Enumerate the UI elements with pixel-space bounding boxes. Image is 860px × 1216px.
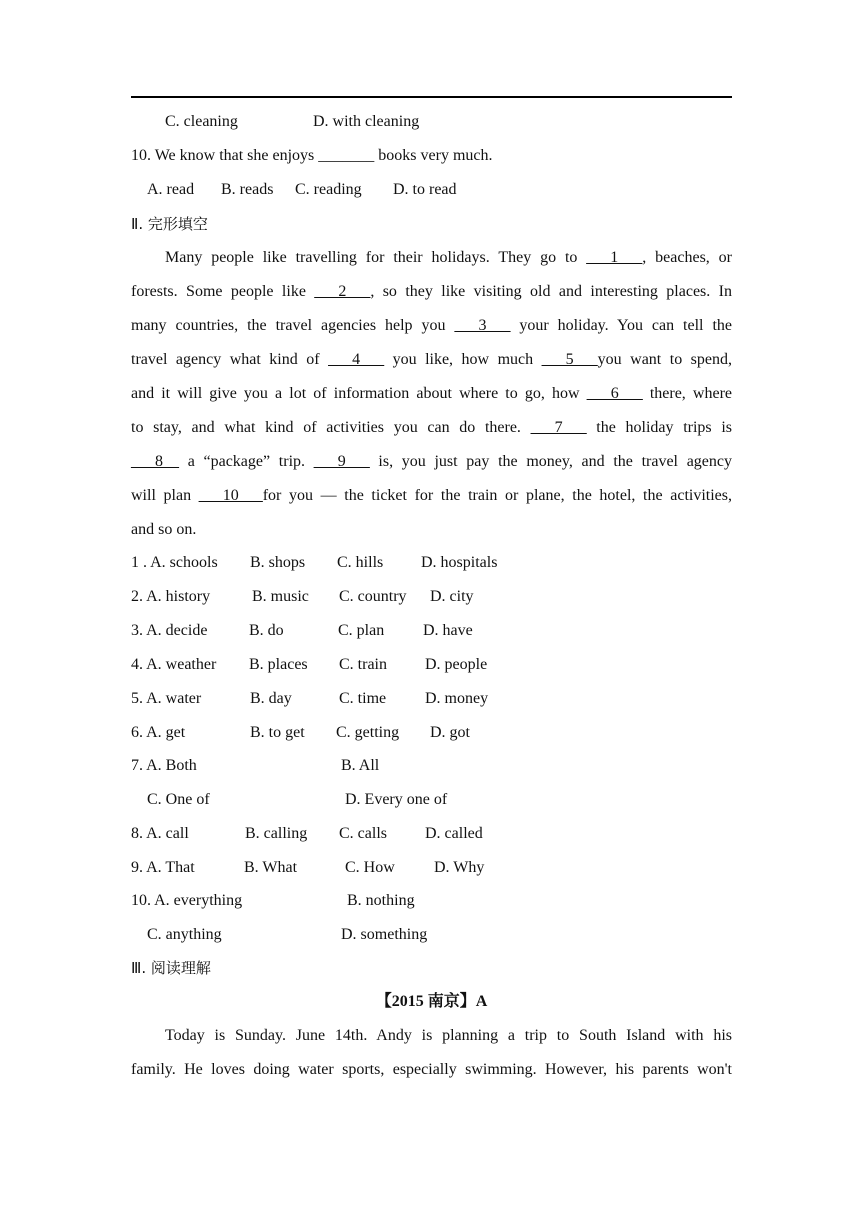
top-rule — [131, 96, 732, 98]
opt-3-c: C. plan — [338, 622, 385, 639]
q10-option-d: D. to read — [393, 181, 457, 198]
reading-line-2: family. He loves doing water sports, especially swimming. However, his parents won't — [131, 1061, 732, 1078]
opt-5-d: D. money — [425, 690, 489, 707]
opt-4-c: C. train — [339, 656, 387, 673]
passage-line-4: travel agency what kind of ___4___ you like, how much ___5___you want to spend, — [131, 351, 733, 368]
opt-6-d: D. got — [430, 724, 470, 741]
opt-6-a: 6. A. get — [131, 724, 186, 741]
passage-line-7: ___8__ a “package” trip. ___9___ is, you just pay the money, and the travel agency — [131, 453, 732, 470]
option-d: D. with cleaning — [313, 113, 420, 130]
opt-9-c: C. How — [345, 859, 395, 876]
opt-8-d: D. called — [425, 825, 483, 842]
opt-1-c: C. hills — [337, 554, 384, 571]
opt-1-a: 1 . A. schools — [131, 554, 218, 571]
opt-5-a: 5. A. water — [131, 690, 202, 707]
opt-5-b: B. day — [250, 690, 292, 707]
opt-2-b: B. music — [252, 588, 309, 605]
opt-4-a: 4. A. weather — [131, 656, 217, 673]
opt-6-c: C. getting — [336, 724, 400, 741]
opt-7-d: D. Every one of — [345, 791, 448, 808]
reading-line-1: Today is Sunday. June 14th. Andy is planning a trip to South Island with his — [165, 1027, 732, 1044]
opt-8-b: B. calling — [245, 825, 308, 842]
q10-option-c: C. reading — [295, 181, 362, 198]
opt-8-c: C. calls — [339, 825, 387, 842]
opt-1-b: B. shops — [250, 554, 306, 571]
opt-5-c: C. time — [339, 690, 387, 707]
q10-option-a: A. read — [147, 181, 195, 198]
section-3-heading: Ⅲ. 阅读理解 — [131, 959, 211, 977]
opt-6-b: B. to get — [250, 724, 305, 741]
opt-4-b: B. places — [249, 656, 308, 673]
opt-10-a: 10. A. everything — [131, 892, 243, 909]
opt-10-d: D. something — [341, 926, 428, 943]
passage-line-6: to stay, and what kind of activities you can do there. ___7___ the holiday trips is — [131, 419, 733, 436]
opt-2-a: 2. A. history — [131, 588, 211, 605]
opt-7-a: 7. A. Both — [131, 757, 197, 774]
passage-line-2: forests. Some people like ___2___, so they like visiting old and interesting places. In — [131, 283, 732, 300]
opt-7-c: C. One of — [147, 791, 210, 808]
opt-2-c: C. country — [339, 588, 407, 605]
passage-line-8: will plan ___10___for you — the ticket for the train or plane, the hotel, the activities, — [131, 487, 732, 504]
passage-line-5: and it will give you a lot of information about where to go, how ___6___ there, where — [131, 385, 733, 402]
opt-2-d: D. city — [430, 588, 474, 605]
opt-3-a: 3. A. decide — [131, 622, 208, 639]
passage-line-9: and so on. — [131, 521, 197, 538]
opt-9-a: 9. A. That — [131, 859, 195, 876]
q10-option-b: B. reads — [221, 181, 274, 198]
opt-7-b: B. All — [341, 757, 380, 774]
opt-10-b: B. nothing — [347, 892, 415, 909]
opt-10-c: C. anything — [147, 926, 222, 943]
question-10-stem: 10. We know that she enjoys _______ books very much. — [131, 147, 493, 164]
passage-line-1: Many people like travelling for their holidays. They go to ___1___, beaches, or — [165, 249, 732, 266]
opt-1-d: D. hospitals — [421, 554, 498, 571]
passage-a-title: 【2015 南京】A — [375, 993, 488, 1010]
opt-9-d: D. Why — [434, 859, 485, 876]
opt-8-a: 8. A. call — [131, 825, 189, 842]
option-c: C. cleaning — [165, 113, 238, 130]
opt-4-d: D. people — [425, 656, 488, 673]
opt-9-b: B. What — [244, 859, 298, 876]
opt-3-b: B. do — [249, 622, 284, 639]
opt-3-d: D. have — [423, 622, 473, 639]
passage-line-3: many countries, the travel agencies help you ___3___ your holiday. You can tell the — [131, 317, 732, 334]
section-2-heading: Ⅱ. 完形填空 — [131, 215, 208, 233]
